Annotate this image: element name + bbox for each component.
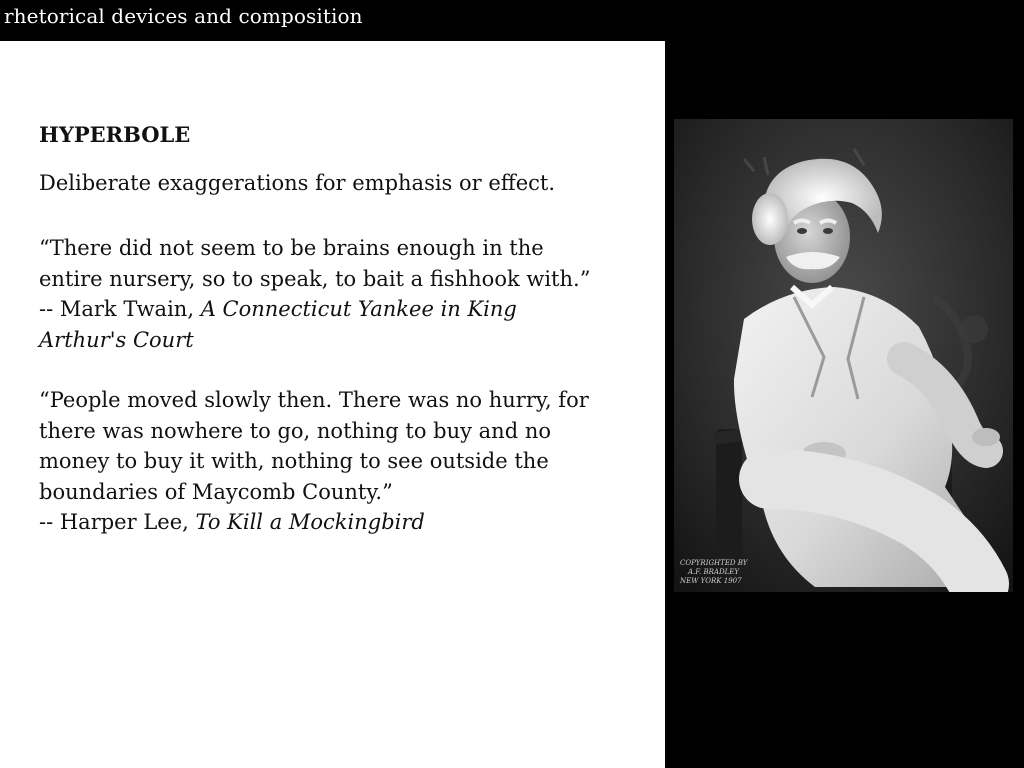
citation-work: A Connecticut Yankee in King Arthur's Court [39,297,517,352]
author-portrait-photo [674,119,1013,592]
citation-work: To Kill a Mockingbird [195,510,425,534]
citation-author: -- Mark Twain, [39,297,201,321]
photo-caption [679,559,749,585]
photo-caption-line: COPYRIGHTED BY [680,559,748,567]
quote-block [39,233,599,355]
slide-heading: HYPERBOLE [39,122,191,147]
quote-citation [39,294,599,355]
photo-caption-line: NEW YORK 1907 [680,577,742,585]
quote-text: “People moved slowly then. There was no hurry, for there was nowhere to go, nothing to buy and no money to buy it with, nothing to see outside the boundaries of Maycomb County.” [39,388,589,504]
quote-citation [39,507,599,538]
photo-caption-line: A.F. BRADLEY [688,568,739,576]
slide-content [39,121,599,538]
quote-text: “There did not seem to be brains enough in the entire nursery, so to speak, to bait a fishhook with.” [39,236,591,291]
slide-header-bar [0,0,1024,41]
slide-header-title: rhetorical devices and composition [4,4,363,28]
slide-definition: Deliberate exaggerations for emphasis or effect. [39,171,556,195]
portrait-illustration [674,119,1013,592]
citation-author: -- Harper Lee, [39,510,196,534]
quote-block [39,385,599,538]
